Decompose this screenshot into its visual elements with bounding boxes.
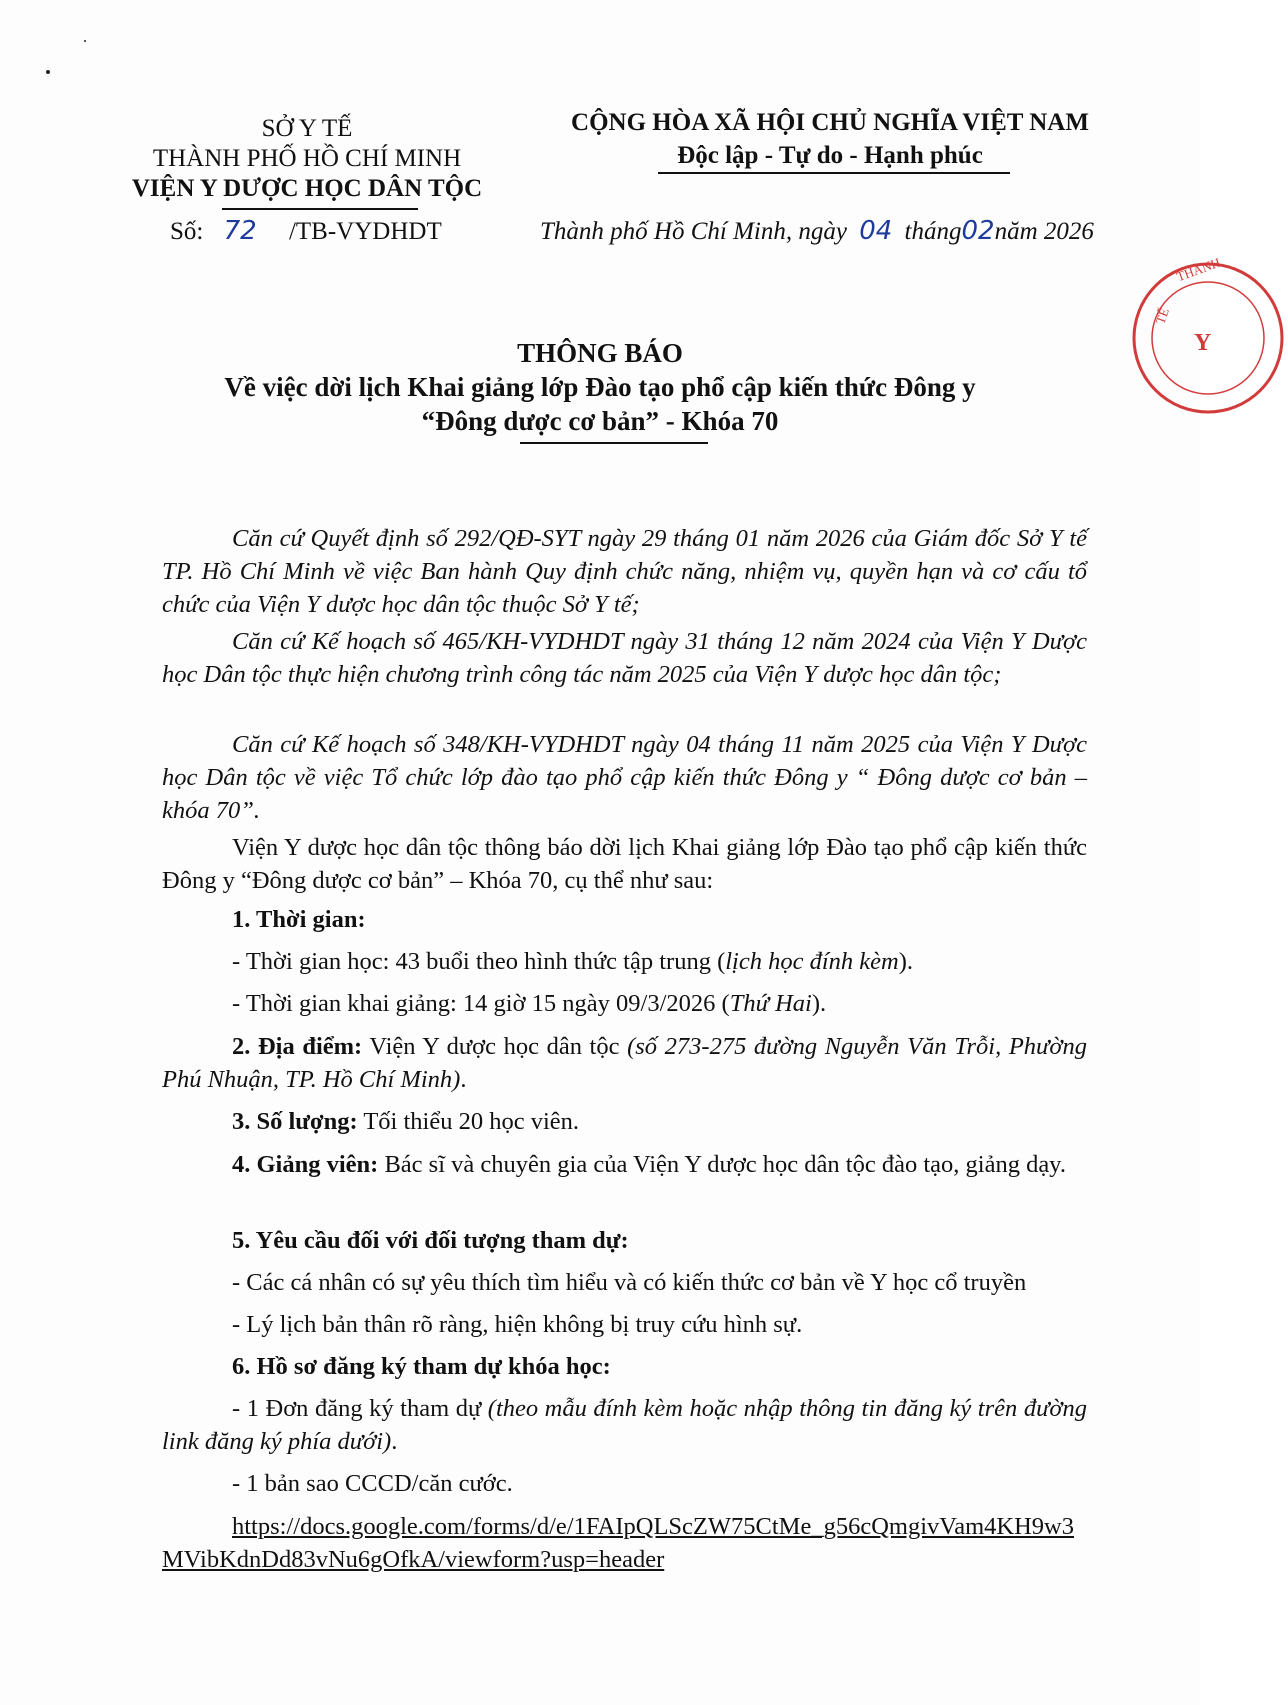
section-6-heading: 6. Hồ sơ đăng ký tham dự khóa học: [232,1353,611,1380]
header-right [540,108,1120,171]
number-suffix: /TB-VYDHDT [288,218,442,245]
handwritten-number: 72 [223,216,257,246]
text-italic: (theo mẫu đính kèm hoặc nhập thông tin đăng ký trên đường link đăng ký phía dưới) [162,1395,1088,1455]
svg-text:TẾ: TẾ [1152,305,1172,327]
section-5-heading: 5. Yêu cầu đối với đối tượng tham dự: [232,1227,629,1254]
svg-text:Y: Y [1194,330,1212,356]
title-line-1: Về việc dời lịch Khai giảng lớp Đào tạo phổ cập kiến thức Đông y [224,372,976,402]
header-left-underline [222,208,418,210]
page-title: THÔNG BÁO [517,338,683,368]
header-left [112,114,502,204]
motto: Độc lập - Tự do - Hạnh phúc [677,142,983,169]
text: - Thời gian khai giảng: 14 giờ 15 ngày 09/3/2026 ( [232,990,730,1017]
section-4-heading: 4. Giảng viên: [232,1151,379,1178]
section-1-line-2 [162,987,1087,1020]
text-italic: (số 273-275 đường Nguyễn Văn Trỗi, Phường Phú Nhuận, TP. Hồ Chí Minh) [162,1033,1087,1093]
handwritten-day: 04 [859,216,893,246]
red-seal-stamp [1128,254,1288,418]
text: Bác sĩ và chuyên gia của Viện Y dược học dân tộc đào tạo, giảng dạy. [384,1151,1066,1178]
text: - 1 Đơn đăng ký tham dự [232,1395,482,1422]
section-3-heading: 3. Số lượng: [232,1108,358,1135]
svg-text:THÀNH: THÀNH [1174,254,1223,285]
motto-underline [658,172,1010,174]
title-line-2: “Đông dược cơ bản” - Khóa 70 [421,406,779,436]
basis-paragraph-1: Căn cứ Quyết định số 292/QĐ-SYT ngày 29 tháng 01 năm 2026 của Giám đốc Sở Y tế TP. Hồ Chí Minh về việc Ban hành Quy định chức năng, nhiệm vụ, quyền hạn và cơ cấu tổ chức của Viện Y dược học dân tộc thuộc Sở Y tế; [162,525,1087,618]
city-name: THÀNH PHỐ HỒ CHÍ MINH [152,145,462,172]
number-prefix: Số: [170,218,204,245]
institute-name: VIỆN Y DƯỢC HỌC DÂN TỘC [131,175,483,202]
section-3 [162,1105,1087,1138]
text: - Thời gian học: 43 buổi theo hình thức tập trung ( [232,948,726,975]
year-text: năm 2026 [994,218,1094,245]
text-italic: Thứ Hai [729,990,812,1017]
month-label: tháng [904,218,962,245]
section-1-heading: 1. Thời gian: [232,906,366,933]
republic-name: CỘNG HÒA XÃ HỘI CHỦ NGHĨA VIỆT NAM [571,109,1089,136]
text: ). [811,990,827,1017]
basis-paragraph-3: Căn cứ Kế hoạch số 348/KH-VYDHDT ngày 04 tháng 11 năm 2025 của Viện Y Dược học Dân tộc về việc Tổ chức lớp đào tạo phổ cập kiến thức Đông y “ Đông dược cơ bản – khóa 70”. [162,731,1087,824]
date-line [540,216,1094,247]
notice-title [100,336,1100,438]
text: . [391,1428,398,1455]
text: Viện Y dược học dân tộc [369,1033,620,1060]
handwritten-month: 02 [961,216,995,246]
registration-link[interactable]: https://docs.google.com/forms/d/e/1FAIpQLScZW75CtMe_g56cQmgivVam4KH9w3MVibKdnDd83vNu6gOfkA/viewform?usp=header [162,1513,1074,1573]
section-5-line-1: - Các cá nhân có sự yêu thích tìm hiểu và có kiến thức cơ bản về Y học cổ truyền [232,1269,1027,1296]
section-6-line-1 [162,1392,1087,1458]
document-number [170,216,442,247]
text-italic: lịch học đính kèm [725,948,899,975]
scan-speck [46,70,50,74]
basis-paragraph-2: Căn cứ Kế hoạch số 465/KH-VYDHDT ngày 31 tháng 12 năm 2024 của Viện Y Dược học Dân tộc thực hiện chương trình công tác năm 2025 của Viện Y dược học dân tộc; [162,628,1087,688]
scan-speck [84,40,86,42]
section-5-line-2: - Lý lịch bản thân rõ ràng, hiện không bị truy cứu hình sự. [232,1311,803,1338]
section-4 [162,1148,1087,1181]
title-underline [520,442,708,444]
dept-name: SỞ Y TẾ [261,115,353,142]
text: Tối thiểu 20 học viên. [363,1108,580,1135]
section-6-line-2: - 1 bản sao CCCD/căn cước. [232,1470,513,1497]
section-1-line-1 [162,945,1087,978]
text: ). [898,948,914,975]
section-2-heading: 2. Địa điểm: [232,1033,363,1060]
section-2 [162,1030,1087,1096]
date-prefix: Thành phố Hồ Chí Minh, ngày [540,218,847,245]
text: . [460,1066,467,1093]
intro-paragraph: Viện Y dược học dân tộc thông báo dời lịch Khai giảng lớp Đào tạo phổ cập kiến thức Đông y “Đông dược cơ bản” – Khóa 70, cụ thể như sau: [162,834,1087,894]
